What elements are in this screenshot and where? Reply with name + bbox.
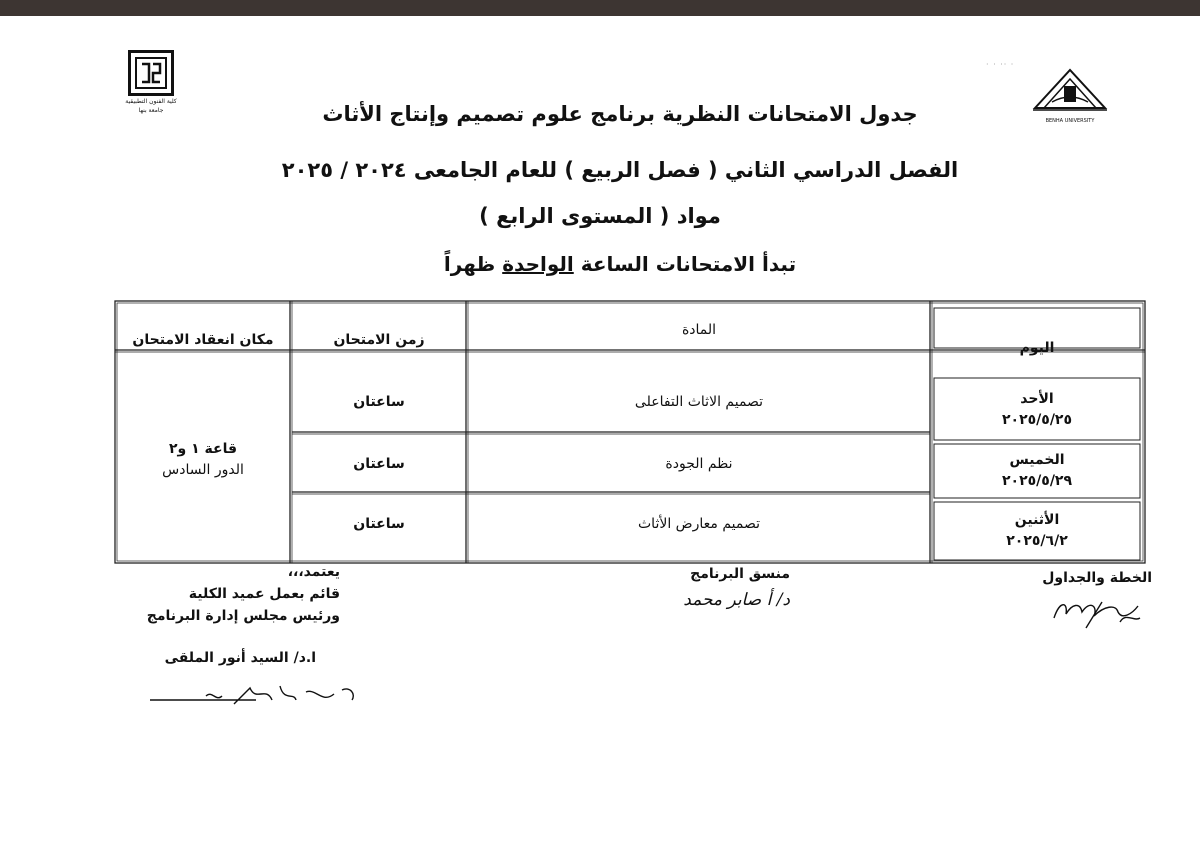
day-name: الأحد [1020, 391, 1054, 407]
table-row-duration: ساعتان [353, 515, 405, 532]
top-frame-bar [0, 0, 1200, 16]
dean-role-line-1: قائم بعمل عميد الكلية [188, 586, 340, 602]
start-time-prefix: تبدأ الامتحانات الساعة [580, 252, 797, 276]
semester-line: الفصل الدراسي الثاني ( فصل الربيع ) للعام الجامعى ٢٠٢٤ / ٢٠٢٥ [281, 158, 959, 182]
day-date: ٢٠٢٥/٦/٢ [1006, 533, 1068, 549]
day-name: الخميس [1009, 452, 1065, 468]
table-row-subject: تصميم الاثاث التفاعلى [634, 393, 764, 410]
faculty-emblem-icon [134, 56, 168, 90]
table-row-day [934, 502, 1140, 560]
dean-name: ا.د/ السيد أنور الملقى [164, 650, 316, 666]
header-day: اليوم [1019, 339, 1055, 356]
dean-approve-label: يعتمد،،، [287, 564, 340, 580]
faculty-logo-caption-university: جامعة بنها [138, 107, 164, 114]
start-time-line [20, 252, 1200, 276]
dean-signature-icon [146, 680, 366, 716]
exam-location [118, 422, 288, 498]
header-subject: المادة [681, 321, 717, 338]
scan-noise: · · ·· · [986, 60, 1015, 69]
day-date: ٢٠٢٥/٥/٢٩ [1001, 473, 1073, 489]
planning-signature-icon [1046, 588, 1146, 632]
university-logo-caption: BENHA UNIVERSITY [1045, 118, 1095, 124]
page-title: جدول الامتحانات النظرية برنامج علوم تصميم وإنتاج الأثاث [322, 102, 918, 126]
table-row-day [934, 380, 1140, 440]
faculty-logo-caption: كلية الفنون التطبيقية [125, 98, 177, 105]
table-row-subject: نظم الجودة [665, 455, 733, 472]
header-location: مكان انعقاد الامتحان [132, 331, 274, 348]
coordinator-signature-title: منسق البرنامج [690, 566, 790, 582]
header-duration: زمن الامتحان [333, 331, 425, 348]
planning-signature-title: الخطة والجداول [1042, 570, 1152, 586]
start-time-hour: الواحدة [502, 252, 574, 276]
day-name: الأثنين [1014, 512, 1060, 528]
coordinator-signature-name: د/ أ صابر محمد [683, 590, 790, 610]
table-row-duration: ساعتان [353, 393, 405, 410]
day-date: ٢٠٢٥/٥/٢٥ [1001, 412, 1073, 428]
schedule-table [114, 300, 1146, 564]
table-row-duration: ساعتان [353, 455, 405, 472]
level-line: مواد ( المستوى الرابع ) [479, 204, 721, 228]
exam-schedule-page [0, 16, 1200, 844]
start-time-suffix: ظهراً [443, 252, 496, 276]
dean-role-line-2: ورئيس مجلس إدارة البرنامج [146, 608, 340, 624]
location-floor: الدور السادس [162, 462, 244, 478]
location-hall: قاعة ١ و٢ [168, 441, 238, 457]
table-row-day [934, 444, 1140, 498]
table-row-subject: تصميم معارض الأثاث [638, 515, 760, 532]
